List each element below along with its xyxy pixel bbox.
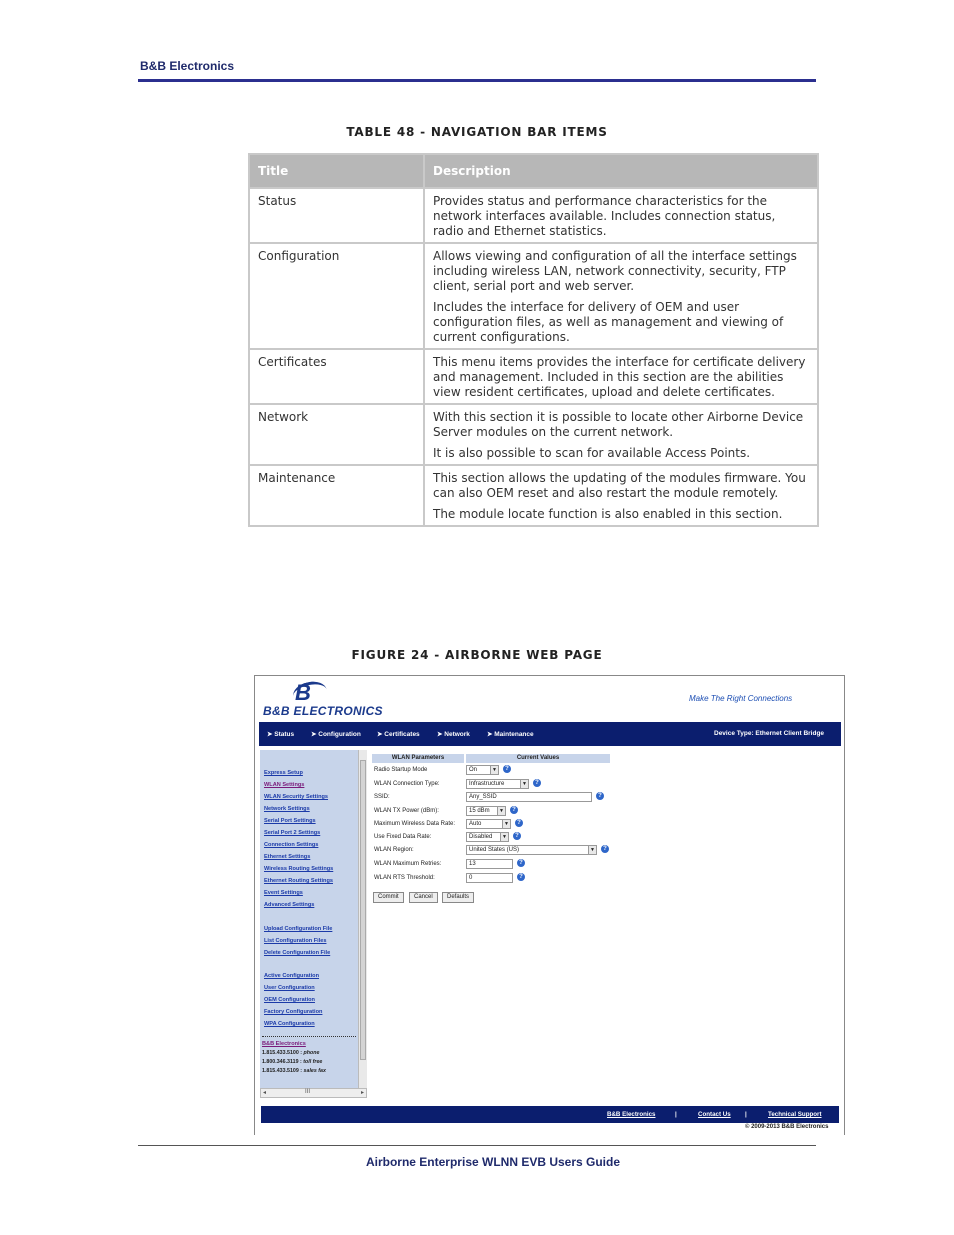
radio-startup-select[interactable]: On ▼ [466,765,499,775]
sidebar-link[interactable]: List Configuration Files [264,938,327,944]
sidebar-link[interactable]: WPA Configuration [264,1021,315,1027]
help-icon[interactable]: ? [517,859,525,867]
footer-separator: | [675,1111,677,1118]
device-type: Device Type: Ethernet Client Bridge [714,730,825,737]
row-title: Certificates [249,349,424,404]
sidebar-link[interactable]: Event Settings [264,890,303,896]
field-label: Use Fixed Data Rate: [374,834,432,840]
form-header-params: WLAN Parameters [372,754,464,763]
sidebar-link[interactable]: Advanced Settings [264,902,315,908]
help-icon[interactable]: ? [533,779,541,787]
sidebar-link[interactable]: Delete Configuration File [264,950,331,956]
field-label: SSID: [374,794,390,800]
sidebar-link[interactable]: Connection Settings [264,842,319,848]
chevron-down-icon: ▼ [490,766,498,774]
sidebar-link[interactable]: User Configuration [264,985,315,991]
col-header-title: Title [249,154,424,188]
logo-text: B&B ELECTRONICS [263,704,383,718]
sidebar-link[interactable]: Ethernet Settings [264,854,311,860]
table-caption: TABLE 48 - NAVIGATION BAR ITEMS [346,125,608,139]
table-row [249,465,818,526]
sidebar-link[interactable]: Network Settings [264,806,310,812]
sidebar-link[interactable]: Express Setup [264,770,303,776]
region-select[interactable]: United States (US) ▼ [466,845,597,855]
footer-link-bb[interactable]: B&B Electronics [607,1111,656,1118]
contact-name[interactable]: B&B Electronics [262,1041,306,1047]
contact-line: 1.815.433.5100 : phone [262,1050,320,1056]
contact-line: 1.800.346.3119 : toll free [262,1059,323,1065]
row-title: Status [249,188,424,243]
chevron-down-icon: ▼ [497,807,505,815]
sidebar-link[interactable]: Upload Configuration File [264,926,333,932]
row-description: Allows viewing and configuration of all the interface settings including wireless LAN, network connectivity, security, FTP client, serial port and web server. Includes the interface for delivery of OEM and user configuration files, as well as management and viewing of current configurations. [424,243,818,349]
table-row [249,349,818,404]
field-label: WLAN Region: [374,847,414,853]
header-rule [138,79,816,82]
sidebar-divider [262,1036,356,1037]
airborne-web-page-screenshot [254,675,845,1135]
help-icon[interactable]: ? [596,792,604,800]
help-icon[interactable]: ? [601,845,609,853]
nav-status[interactable]: ➤ Status [267,731,295,738]
table-row [249,188,818,243]
contact-line: 1.815.433.5109 : sales fax [262,1068,326,1074]
sidebar-link[interactable]: Ethernet Routing Settings [264,878,333,884]
chevron-down-icon: ▼ [588,846,596,854]
web-footer-bar [261,1106,839,1123]
help-icon[interactable]: ? [510,806,518,814]
scroll-right-icon[interactable]: ▸ [360,1090,364,1096]
help-icon[interactable]: ? [517,873,525,881]
footer-link-contact[interactable]: Contact Us [698,1111,731,1118]
field-label: WLAN RTS Threshold: [374,875,435,881]
logo-mark: B [295,680,311,705]
row-description: With this section it is possible to locate other Airborne Device Server modules on the current network. It is also possible to scan for available Access Points. [424,404,818,465]
sidebar-link[interactable]: OEM Configuration [264,997,315,1003]
help-icon[interactable]: ? [503,765,511,773]
row-description: Provides status and performance characteristics for the network interfaces available. Includes connection status, radio and Ethernet statistics. [424,188,818,243]
row-title: Configuration [249,243,424,349]
tx-power-select[interactable]: 15 dBm ▼ [466,806,506,816]
nav-certificates[interactable]: ➤ Certificates [377,731,420,738]
footer-rule [138,1145,816,1146]
sidebar-link[interactable]: Serial Port Settings [264,818,316,824]
row-title: Maintenance [249,465,424,526]
chevron-down-icon: ▼ [500,833,508,841]
help-icon[interactable]: ? [515,819,523,827]
sidebar-link[interactable]: WLAN Security Settings [264,794,329,800]
fixed-rate-select[interactable]: Disabled ▼ [466,832,509,842]
sidebar-link-active[interactable]: WLAN Settings [264,782,305,788]
field-label: WLAN TX Power (dBm): [374,808,439,814]
wlan-form [372,754,672,914]
field-label: WLAN Maximum Retries: [374,861,442,867]
sidebar-link[interactable]: Factory Configuration [264,1009,323,1015]
header-company: B&B Electronics [140,59,235,73]
footer-title: Airborne Enterprise WLNN EVB Users Guide [365,1155,621,1169]
ssid-input[interactable]: Any_SSID [466,792,592,802]
nav-configuration[interactable]: ➤ Configuration [311,731,361,738]
row-description: This section allows the updating of the modules firmware. You can also OEM reset and also restart the module remotely. The module locate function is also enabled in this section. [424,465,818,526]
figure-caption: FIGURE 24 - AIRBORNE WEB PAGE [351,648,603,662]
sidebar-hscrollbar[interactable] [260,1088,367,1098]
rts-threshold-input[interactable]: 0 [466,873,513,883]
chevron-down-icon: ▼ [502,820,510,828]
footer-separator: | [745,1111,747,1118]
table-row [249,243,818,349]
tagline: Make The Right Connections [689,694,793,703]
defaults-button[interactable]: Defaults [442,892,474,903]
web-sidebar [260,750,358,1088]
nav-network[interactable]: ➤ Network [437,731,470,738]
scrollbar-thumb[interactable] [360,760,366,1060]
help-icon[interactable]: ? [513,832,521,840]
cancel-button[interactable]: Cancel [409,892,438,903]
web-navbar [259,722,841,746]
table-row [249,404,818,465]
field-label: Radio Startup Mode [374,767,428,773]
field-label: WLAN Connection Type: [374,781,440,787]
chevron-down-icon: ▼ [520,780,528,788]
scroll-left-icon[interactable]: ◂ [263,1090,267,1096]
scroll-thumb-glyph: III [305,1089,311,1095]
max-retries-input[interactable]: 13 [466,859,513,869]
nav-maintenance[interactable]: ➤ Maintenance [487,731,534,738]
connection-type-select[interactable]: Infrastructure ▼ [466,779,529,789]
row-description: This menu items provides the interface for certificate delivery and management. Included in this section are the abilities view resident certificates, upload and delete certificates. [424,349,818,404]
form-header-values: Current Values [466,754,610,763]
sidebar-link[interactable]: Wireless Routing Settings [264,866,334,872]
row-title: Network [249,404,424,465]
sidebar-link[interactable]: Active Configuration [264,973,320,979]
field-label: Maximum Wireless Data Rate: [374,821,456,827]
navigation-table [248,153,819,527]
web-copyright: © 2009-2013 B&B Electronics [745,1124,829,1130]
commit-button[interactable]: Commit [373,892,404,903]
col-header-description: Description [424,154,818,188]
data-rate-select[interactable]: Auto ▼ [466,819,511,829]
sidebar-link[interactable]: Serial Port 2 Settings [264,830,321,836]
footer-link-support[interactable]: Technical Support [768,1111,822,1118]
sidebar-scrollbar[interactable] [358,750,367,1088]
